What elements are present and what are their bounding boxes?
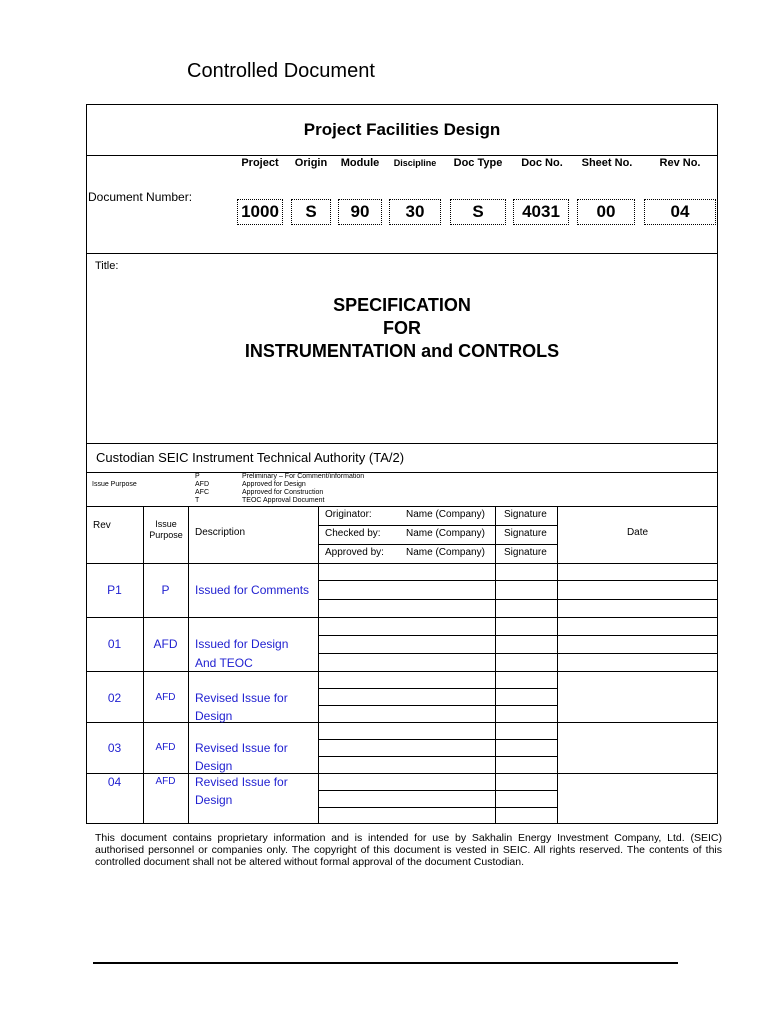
approved-by-label: Approved by: — [325, 547, 384, 558]
col-project: Project — [241, 157, 279, 169]
purpose-cell: AFD — [153, 637, 178, 651]
rev-no-code: 04 — [644, 199, 716, 225]
rev-cell: 02 — [107, 691, 122, 705]
originator-name: Name (Company) — [406, 509, 485, 520]
proprietary-notice: This document contains proprietary information and is intended for use by Sakhalin Energy Investment Company, Ltd. (SEIC) authorised personnel or companies only. The copyright of this document is vested in SEIC. All rights reserved. The contents of this controlled document shall not be altered without formal approval of the document Custodian. — [95, 832, 722, 868]
doc-no-code: 4031 — [513, 199, 569, 225]
description-header: Description — [195, 527, 246, 538]
issue-purpose-header: Issue Purpose — [149, 519, 183, 540]
divider — [86, 253, 718, 254]
col-doc-no: Doc No. — [521, 157, 563, 169]
module-code: 90 — [338, 199, 382, 225]
purpose-desc: Approved for Construction — [242, 489, 324, 496]
description-cell-line2: Design — [195, 793, 233, 807]
purpose-code: P — [195, 473, 200, 480]
sheet-no-code: 00 — [577, 199, 635, 225]
description-cell-line2: And TEOC — [195, 656, 253, 670]
checked-by-name: Name (Company) — [406, 528, 485, 539]
purpose-code: AFD — [195, 481, 209, 488]
col-origin: Origin — [294, 157, 328, 169]
purpose-desc: Approved for Design — [242, 481, 306, 488]
checked-by-label: Checked by: — [325, 528, 381, 539]
approved-by-name: Name (Company) — [406, 547, 485, 558]
originator-signature: Signature — [504, 509, 547, 520]
purpose-desc: Preliminary – For Comment/information — [242, 473, 365, 480]
date-header: Date — [626, 527, 649, 538]
description-cell: Revised Issue for — [195, 775, 288, 789]
originator-label: Originator: — [325, 509, 372, 520]
purpose-cell: AFD — [155, 776, 176, 787]
checked-by-signature: Signature — [504, 528, 547, 539]
title-label: Title: — [95, 260, 119, 272]
col-module: Module — [340, 157, 380, 169]
project-title: Project Facilities Design — [303, 120, 501, 139]
table-divider — [318, 506, 319, 824]
discipline-code: 30 — [389, 199, 441, 225]
issue-purpose-codes — [195, 473, 209, 505]
project-code: 1000 — [237, 199, 283, 225]
issue-purpose-label: Issue Purpose — [92, 481, 137, 488]
divider — [86, 506, 718, 507]
purpose-code: T — [195, 497, 200, 504]
title-line-3: INSTRUMENTATION and CONTROLS — [244, 341, 560, 361]
purpose-desc: TEOC Approval Document — [242, 497, 325, 504]
description-cell: Issued for Design — [195, 637, 289, 651]
description-cell-line2: Design — [195, 709, 233, 723]
rev-cell: 04 — [107, 775, 122, 789]
purpose-cell: P — [161, 583, 170, 597]
description-cell: Revised Issue for — [195, 691, 288, 705]
custodian-line: Custodian SEIC Instrument Technical Authority (TA/2) — [96, 450, 405, 465]
rev-cell: 01 — [107, 637, 122, 651]
footer-rule — [93, 962, 678, 964]
divider — [86, 472, 718, 473]
approved-by-signature: Signature — [504, 547, 547, 558]
controlled-document-heading: Controlled Document — [187, 60, 375, 82]
divider — [86, 443, 718, 444]
purpose-code: AFC — [195, 489, 209, 496]
title-line-2: FOR — [383, 318, 421, 338]
description-cell: Revised Issue for — [195, 741, 288, 755]
col-discipline: Discipline — [393, 158, 437, 168]
purpose-cell: AFD — [155, 692, 176, 703]
doc-type-code: S — [450, 199, 506, 225]
rev-cell: 03 — [107, 741, 122, 755]
rev-header: Rev — [93, 520, 111, 531]
rev-cell: P1 — [107, 583, 122, 597]
table-divider — [495, 506, 496, 824]
document-number-label: Document Number: — [88, 190, 193, 204]
purpose-cell: AFD — [155, 742, 176, 753]
divider — [86, 155, 718, 156]
description-cell-line2: Design — [195, 759, 233, 773]
issue-purpose-descriptions — [242, 473, 364, 505]
table-divider — [557, 506, 558, 824]
title-line-1: SPECIFICATION — [333, 295, 471, 315]
table-divider — [188, 506, 189, 824]
col-doc-type: Doc Type — [453, 157, 503, 169]
origin-code: S — [291, 199, 331, 225]
description-cell: Issued for Comments — [195, 583, 310, 597]
col-sheet-no: Sheet No. — [581, 157, 633, 169]
col-rev-no: Rev No. — [659, 157, 701, 169]
